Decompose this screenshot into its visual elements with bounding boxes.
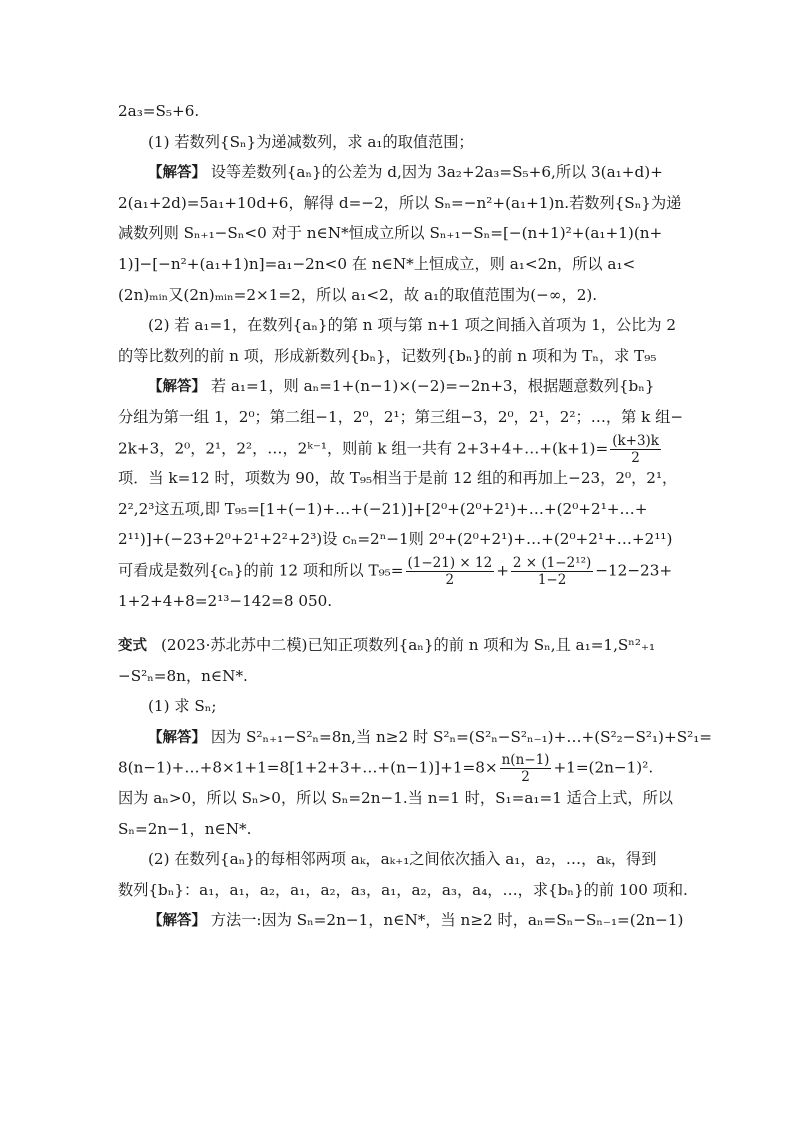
text-line: 减数列则 Sₙ₊₁−Sₙ<0 对于 n∈N*恒成立所以 Sₙ₊₁−Sₙ=[−(n+1)²+(a₁+1)(n+ <box>118 224 663 243</box>
answer-tag: 【解答】 <box>148 165 206 182</box>
text-line: 1)]−[−n²+(a₁+1)n]=a₁−2n<0 在 n∈N*上恒成立，则 a₁<2n，所以 a₁< <box>118 254 636 273</box>
answer-tag: 【解答】 <box>148 379 206 396</box>
question-2: (2) 若 a₁=1，在数列{aₙ}的第 n 项与第 n+1 项之间插入首项为 1，公比为 2 <box>148 316 677 335</box>
text-line: Sₙ=2n−1，n∈N*. <box>118 819 252 838</box>
text-line-with-fraction: 8(n−1)+…+8×1+1=8[1+2+3+…+(n−1)]+1=8× $\frac{n(n-1)}{2}$ +1=(2n−1)². <box>118 752 654 786</box>
answer-line: 【解答】 因为 S²ₙ₊₁−S²ₙ=8n,当 n≥2 时 S²ₙ=(S²ₙ−S²ₙ₋₁)+…+(S²₂−S²₁)+S²₁= <box>148 727 713 746</box>
answer-line: 【解答】 若 a₁=1，则 aₙ=1+(n−1)×(−2)=−2n+3，根据题意数列{bₙ} <box>148 377 655 396</box>
text-line: 2²,2³这五项,即 T₉₅=[1+(−1)+…+(−21)]+[2⁰+(2⁰+2¹)+…+(2⁰+2¹+…+ <box>118 499 648 518</box>
text-line: (2n)ₘᵢₙ又(2n)ₘᵢₙ=2×1=2，所以 a₁<2，故 a₁的取值范围为(−∞，2). <box>118 285 598 304</box>
variant-line: 变式 (2023·苏北苏中二模)已知正项数列{aₙ}的前 n 项和为 Sₙ,且 a₁=1,Sⁿ²₊₁ <box>118 636 656 655</box>
document-page <box>118 96 713 936</box>
fraction: $\frac{(1-21) \times 12}{2}$ <box>407 554 493 588</box>
text-line: 2¹¹)]+(−23+2⁰+2¹+2²+2³)设 cₙ=2ⁿ−1则 2⁰+(2⁰+2¹)+…+(2⁰+2¹+…+2¹¹) <box>118 530 673 549</box>
answer-line: 【解答】 设等差数列{aₙ}的公差为 d,因为 3a₂+2a₃=S₅+6,所以 3(a₁+d)+ <box>148 163 663 182</box>
text-line-with-fraction: 2k+3，2⁰，2¹，2²，…，2ᵏ⁻¹，则前 k 组一共有 2+3+4+…+(k+1)= $\frac{(k+3)k}{2}$ <box>118 432 659 466</box>
text-line: 数列{bₙ}：a₁，a₁，a₂，a₁，a₂，a₃，a₁，a₂，a₃，a₄，…，求{bₙ}的前 100 项和. <box>118 880 688 899</box>
answer-tag: 【解答】 <box>148 913 206 930</box>
question-2: (2) 在数列{aₙ}的每相邻两项 aₖ，aₖ₊₁之间依次插入 a₁，a₂，…，aₖ，得到 <box>148 850 657 869</box>
variant-tag: 变式 <box>118 638 147 655</box>
fraction: $\frac{\text{2 × (1−2¹²)}}{1-2}$ <box>512 554 592 588</box>
fraction: $\frac{(k+3)k}{2}$ <box>612 432 659 466</box>
text-line: 的等比数列的前 n 项，形成新数列{bₙ}，记数列{bₙ}的前 n 项和为 Tₙ，求 T₉₅ <box>118 346 657 365</box>
text-line: 2(a₁+2d)=5a₁+10d+6，解得 d=−2，所以 Sₙ=−n²+(a₁+1)n.若数列{Sₙ}为递 <box>118 193 682 212</box>
fraction: $\frac{n(n-1)}{2}$ <box>501 752 550 786</box>
answer-line: 【解答】 方法一:因为 Sₙ=2n−1，n∈N*，当 n≥2 时，aₙ=Sₙ−Sₙ₋₁=(2n−1) <box>148 911 684 930</box>
text-line: 1+2+4+8=2¹³−142=8 050. <box>118 591 333 610</box>
text-line: 分组为第一组 1，2⁰；第二组−1，2⁰，2¹；第三组−3，2⁰，2¹，2²；…，第 k 组− <box>118 407 684 426</box>
text-line: 2a₃=S₅+6. <box>118 102 200 120</box>
text-line: 因为 aₙ>0，所以 Sₙ>0，所以 Sₙ=2n−1.当 n=1 时，S₁=a₁=1 适合上式，所以 <box>118 789 673 808</box>
question-1: (1) 求 Sₙ; <box>148 697 217 716</box>
answer-tag: 【解答】 <box>148 729 206 746</box>
text-line: −S²ₙ=8n，n∈N*. <box>118 666 248 685</box>
question-1: (1) 若数列{Sₙ}为递减数列，求 a₁的取值范围； <box>148 132 474 151</box>
text-line: 项．当 k=12 时，项数为 90，故 T₉₅相当于是前 12 组的和再加上−23，2⁰，2¹， <box>118 469 678 488</box>
text-line-with-fraction: 可看成是数列{cₙ}的前 12 项和所以 T₉₅= $\frac{(1-21) \times 12}{2}$ + $\frac{\text{2 × (1−2¹²)}}{1-2}$ −12−23+ <box>118 554 673 588</box>
